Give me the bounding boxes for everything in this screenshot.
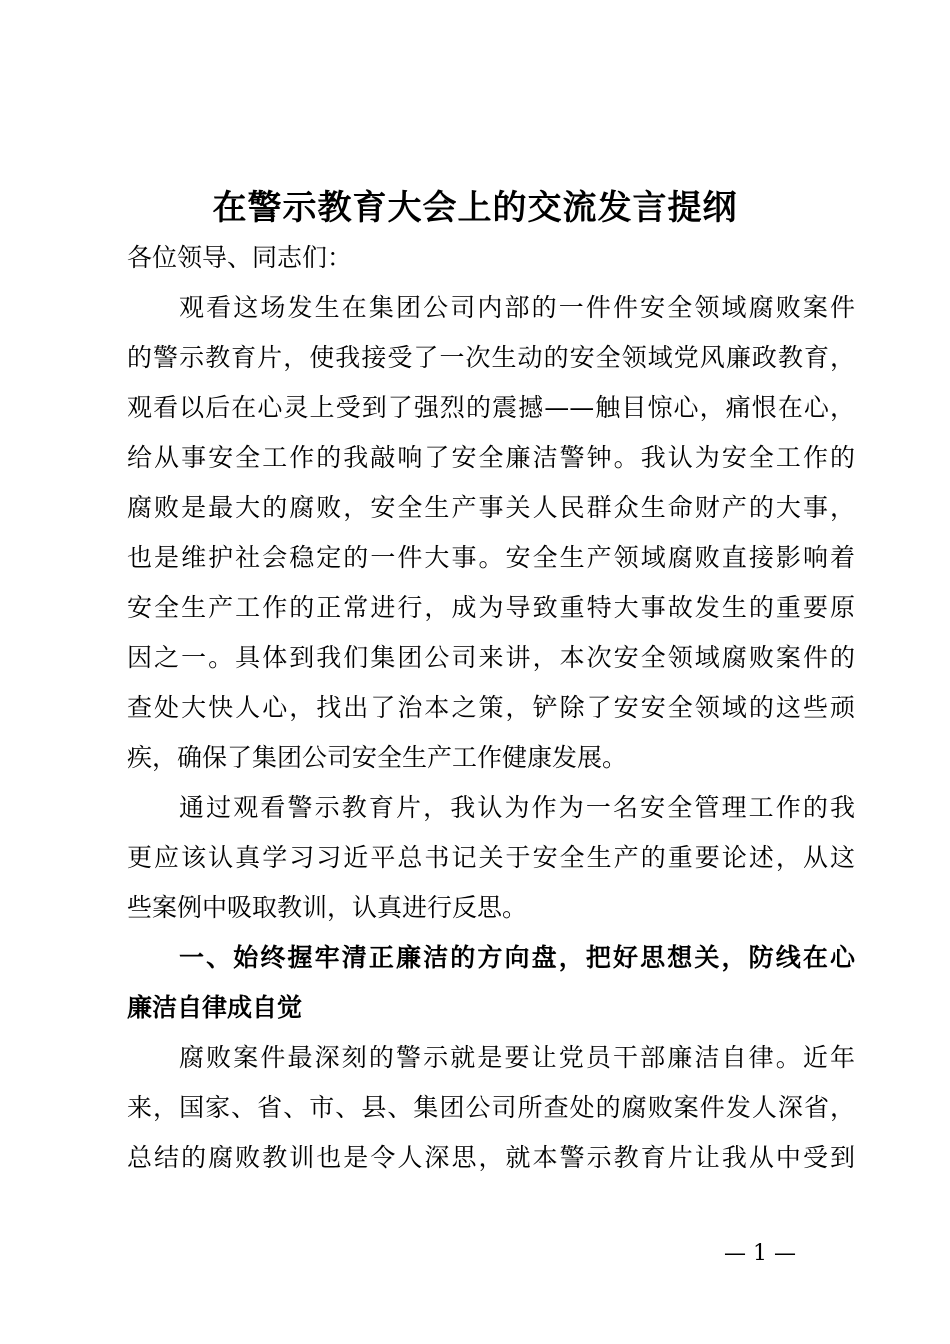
body-text-line: 的警示教育片，使我接受了一次生动的安全领域党风廉政教育，: [127, 343, 855, 372]
body-text-line: 腐败案件最深刻的警示就是要让党员干部廉洁自律。近年: [179, 1043, 855, 1072]
body-text-line: 通过观看警示教育片，我认为作为一名安全管理工作的我: [179, 793, 855, 822]
body-text-line: 更应该认真学习习近平总书记关于安全生产的重要论述，从这: [127, 843, 855, 872]
section-heading-line: 一、始终握牢清正廉洁的方向盘，把好思想关，防线在心: [179, 943, 855, 972]
page-number: — 1 —: [724, 1241, 796, 1266]
body-text-line: 疾，确保了集团公司安全生产工作健康发展。: [127, 743, 628, 772]
body-text-line: 观看这场发生在集团公司内部的一件件安全领域腐败案件: [179, 293, 855, 322]
body-text-line: 也是维护社会稳定的一件大事。安全生产领域腐败直接影响着: [127, 543, 855, 572]
section-heading-line: 廉洁自律成自觉: [127, 993, 303, 1022]
body-text-line: 查处大快人心，找出了治本之策，铲除了安安全领域的这些顽: [127, 693, 855, 722]
body-text-line: 观看以后在心灵上受到了强烈的震撼——触目惊心，痛恨在心，: [127, 393, 855, 422]
body-text-line: 些案例中吸取教训，认真进行反思。: [127, 893, 528, 922]
body-text-line: 腐败是最大的腐败，安全生产事关人民群众生命财产的大事，: [127, 493, 855, 522]
body-text-line: 因之一。具体到我们集团公司来讲，本次安全领域腐败案件的: [127, 643, 855, 672]
body-text-line: 来，国家、省、市、县、集团公司所查处的腐败案件发人深省，: [127, 1093, 855, 1122]
body-text-line: 安全生产工作的正常进行，成为导致重特大事故发生的重要原: [127, 593, 855, 622]
body-text-line: 总结的腐败教训也是令人深思，就本警示教育片让我从中受到: [127, 1143, 855, 1172]
document-title: 在警示教育大会上的交流发言提纲: [212, 188, 738, 228]
body-text-line: 各位领导、同志们：: [127, 243, 353, 272]
document-body: [127, 233, 855, 1183]
body-text-line: 给从事安全工作的我敲响了安全廉洁警钟。我认为安全工作的: [127, 443, 855, 472]
